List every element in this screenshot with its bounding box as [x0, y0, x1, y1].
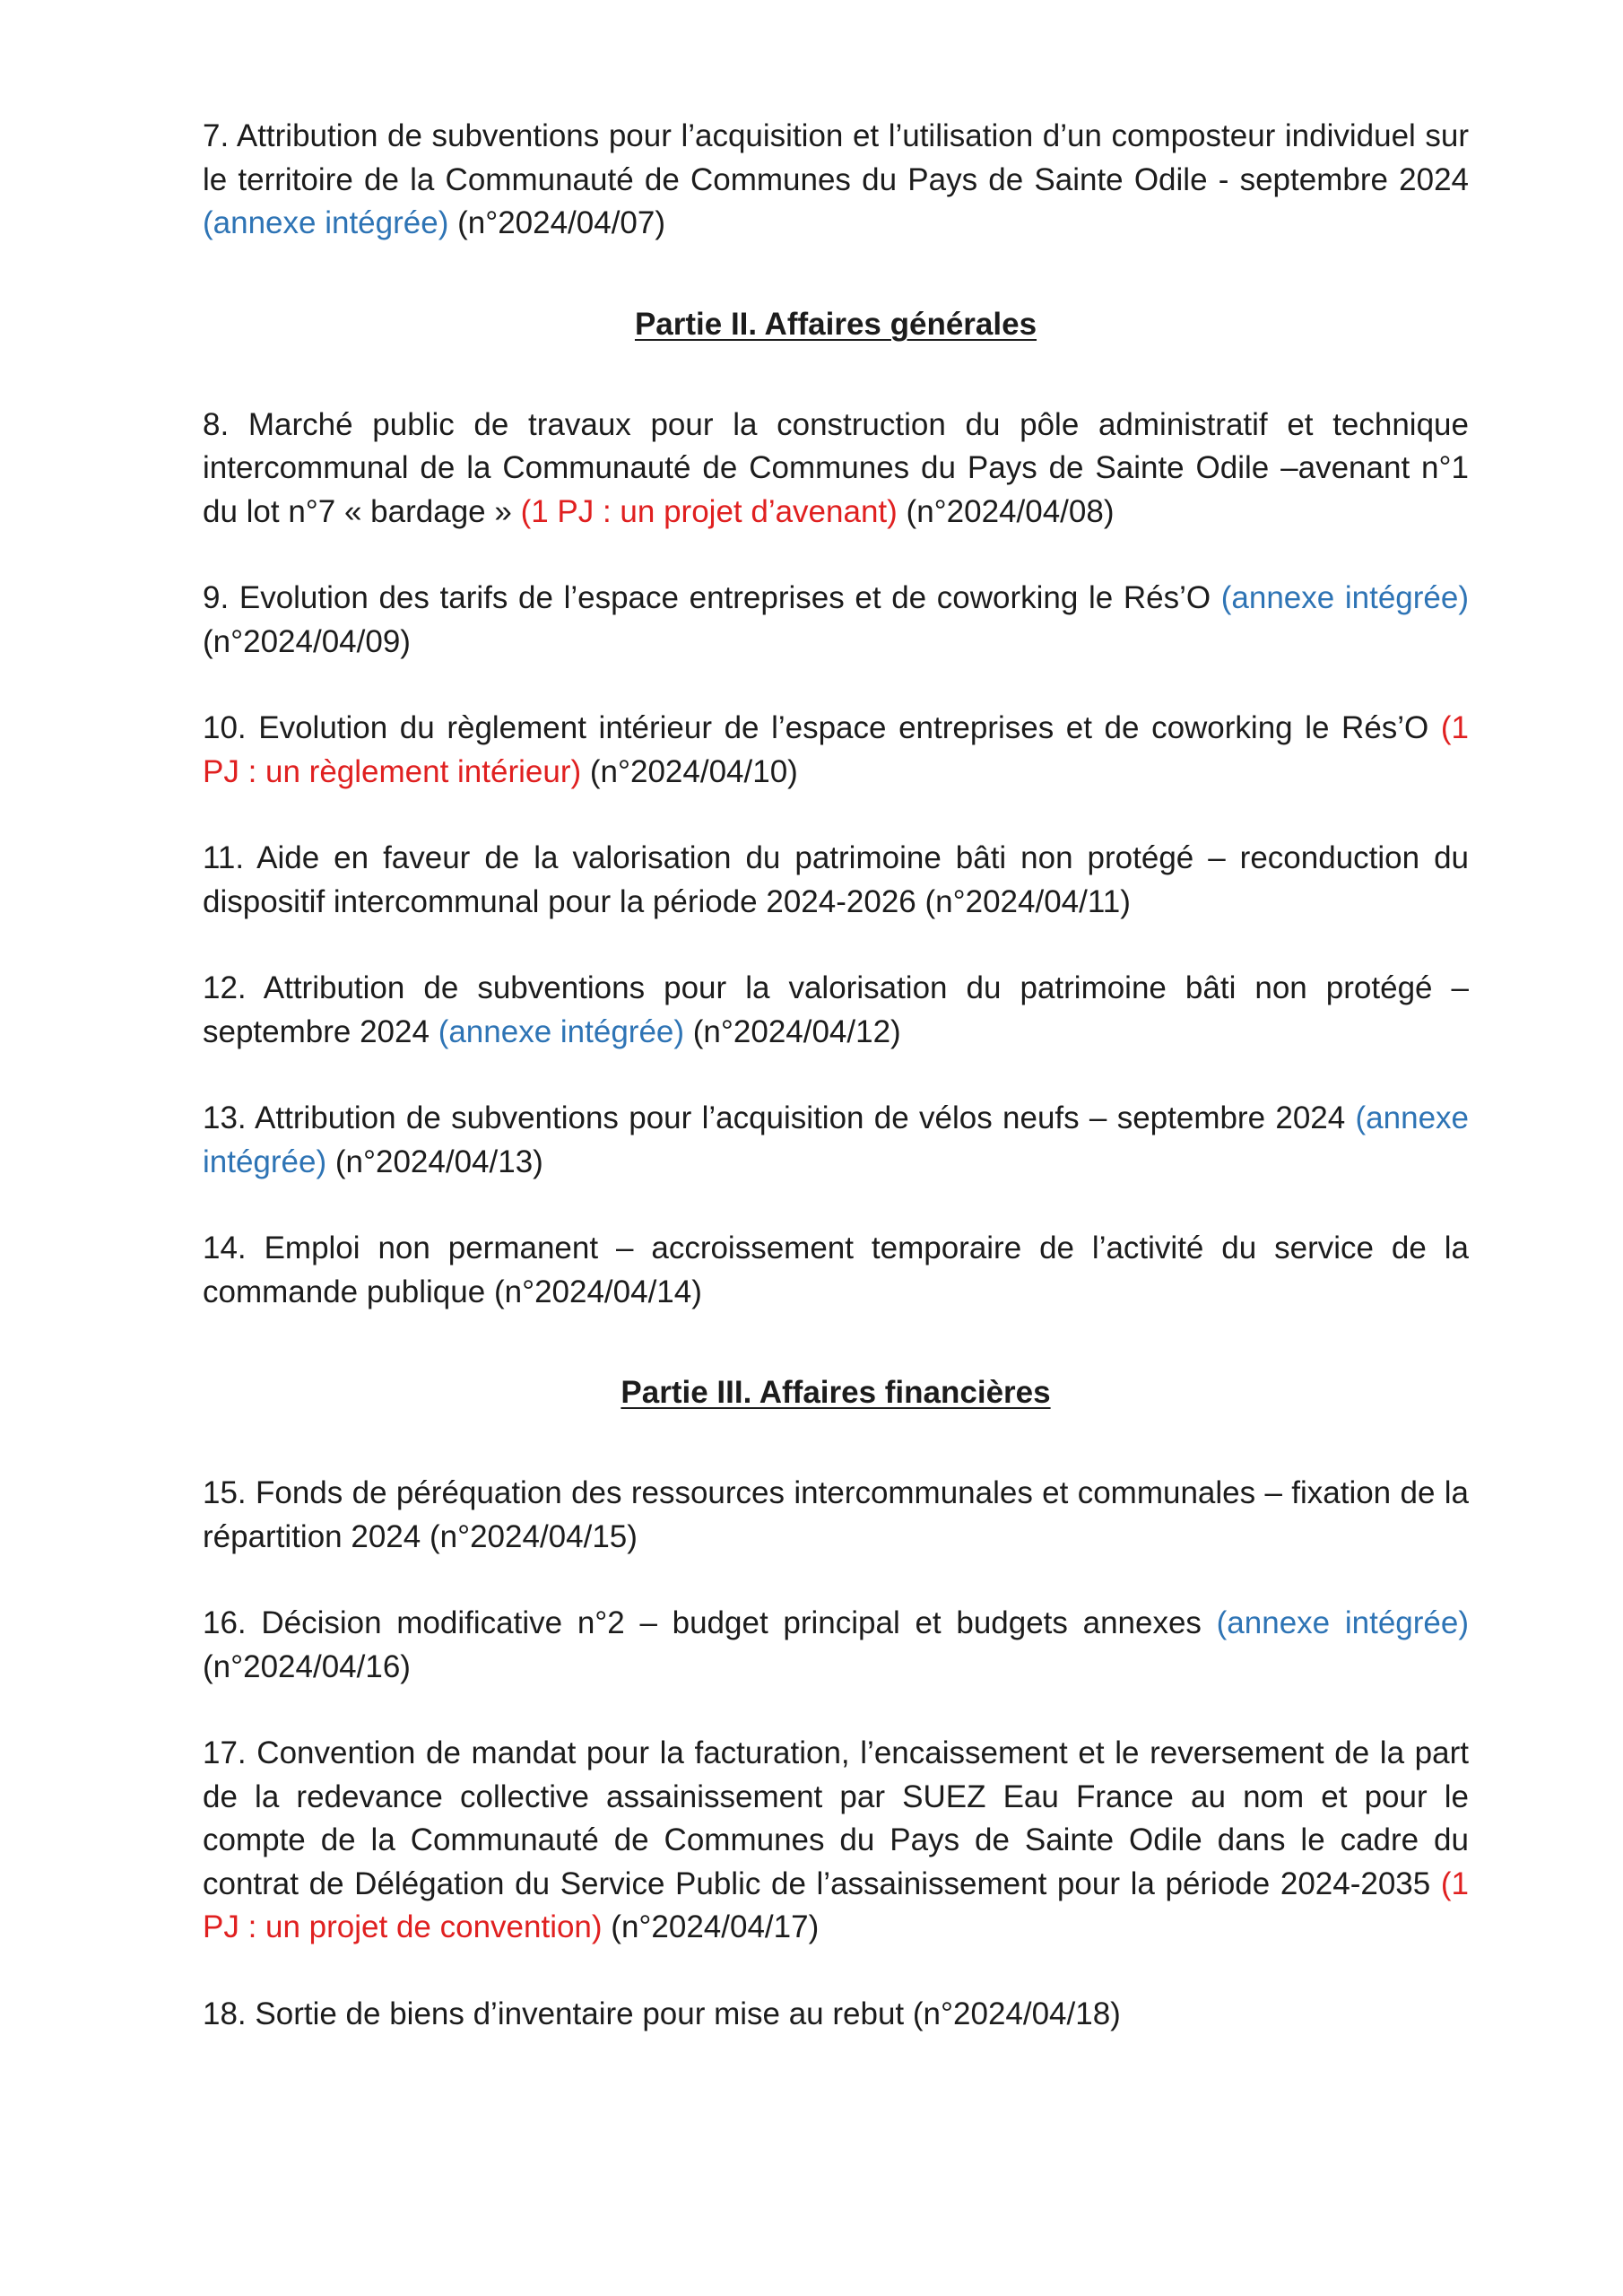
- item-text: Aide en faveur de la valorisation du patrimoine bâti non protégé – reconduction du dispositif intercommunal pour la période 2024-2026: [203, 840, 1470, 919]
- item-text: Sortie de biens d’inventaire pour mise au rebut: [255, 1996, 905, 2031]
- item-text: Marché public de travaux pour la construction du pôle administratif et technique intercommunal de la Communauté de Communes du Pays de Sainte Odile –avenant n°1 du lot n°7 « bardage »: [203, 406, 1469, 529]
- item-number: 13.: [203, 1100, 247, 1135]
- item-reference: (n°2024/04/17): [611, 1909, 820, 1944]
- annex-link[interactable]: (annexe intégrée): [203, 1100, 1469, 1179]
- item-number: 7.: [203, 118, 230, 153]
- agenda-item-12: [203, 967, 1469, 1054]
- agenda-item-8: [203, 404, 1469, 535]
- item-reference: (n°2024/04/07): [457, 205, 666, 240]
- item-number: 8.: [203, 406, 230, 442]
- item-number: 9.: [203, 580, 230, 615]
- item-reference: (n°2024/04/08): [906, 493, 1115, 529]
- item-reference: (n°2024/04/14): [493, 1274, 702, 1309]
- item-number: 10.: [203, 710, 247, 745]
- item-reference: (n°2024/04/11): [924, 883, 1131, 919]
- item-number: 12.: [203, 970, 247, 1005]
- agenda-item-13: [203, 1097, 1469, 1184]
- attachment-note[interactable]: (1 PJ : un règlement intérieur): [203, 710, 1469, 789]
- agenda-item-7: [203, 115, 1469, 246]
- agenda-item-18: [203, 1993, 1469, 2037]
- agenda-content: [203, 115, 1469, 2079]
- item-number: 11.: [203, 840, 245, 875]
- annex-link[interactable]: (annexe intégrée): [438, 1013, 685, 1049]
- annex-link[interactable]: (annexe intégrée): [1216, 1605, 1469, 1640]
- item-text: Evolution du règlement intérieur de l’espace entreprises et de coworking le Rés’O: [258, 710, 1429, 745]
- attachment-note[interactable]: (1 PJ : un projet d’avenant): [520, 493, 898, 529]
- section-heading-part-2: Partie II. Affaires générales: [634, 306, 1037, 342]
- agenda-item-15: [203, 1472, 1469, 1559]
- item-text: Attribution de subventions pour l’acquisition de vélos neufs – septembre 2024: [255, 1100, 1346, 1135]
- agenda-item-9: [203, 577, 1469, 664]
- item-number: 18.: [203, 1996, 247, 2031]
- annex-link[interactable]: (annexe intégrée): [203, 205, 449, 240]
- item-text: Décision modificative n°2 – budget principal et budgets annexes: [261, 1605, 1202, 1640]
- annex-link[interactable]: (annexe intégrée): [1220, 580, 1469, 615]
- item-reference: (n°2024/04/10): [589, 753, 798, 789]
- item-text: Fonds de péréquation des ressources intercommunales et communales – fixation de la répartition 2024: [203, 1475, 1469, 1554]
- item-number: 17.: [203, 1735, 247, 1770]
- item-text: Convention de mandat pour la facturation, l’encaissement et le reversement de la part de la redevance collective assainissement par SUEZ Eau France au nom et pour le compte de la Communauté de Communes du Pays de Sainte Odile dans le cadre du contrat de Délégation du Service Public de l’assainissement pour la période 2024-2035: [203, 1735, 1469, 1901]
- item-reference: (n°2024/04/16): [203, 1648, 411, 1684]
- item-number: 14.: [203, 1231, 247, 1265]
- item-reference: (n°2024/04/18): [912, 1996, 1121, 2031]
- attachment-note[interactable]: (1 PJ : un projet de convention): [203, 1866, 1469, 1944]
- item-number: 15.: [203, 1475, 247, 1510]
- item-text: Attribution de subventions pour l’acquisition et l’utilisation d’un composteur individuel sur le territoire de la Communauté de Communes du Pays de Sainte Odile - septembre 2024: [203, 118, 1469, 197]
- item-reference: (n°2024/04/13): [334, 1144, 543, 1179]
- item-text: Emploi non permanent – accroissement temporaire de l’activité du service de la commande publique: [203, 1231, 1469, 1309]
- agenda-item-11: [203, 837, 1469, 924]
- agenda-item-14: [203, 1227, 1469, 1314]
- item-text: Attribution de subventions pour la valorisation du patrimoine bâti non protégé – septembre 2024: [203, 970, 1469, 1049]
- item-reference: (n°2024/04/09): [203, 623, 411, 659]
- item-reference: (n°2024/04/15): [429, 1518, 638, 1554]
- section-heading-part-3: Partie III. Affaires financières: [621, 1375, 1051, 1410]
- item-number: 16.: [203, 1605, 247, 1640]
- agenda-item-16: [203, 1602, 1469, 1689]
- item-text: Evolution des tarifs de l’espace entreprises et de coworking le Rés’O: [239, 580, 1211, 615]
- agenda-item-17: [203, 1732, 1469, 1950]
- agenda-item-10: [203, 707, 1469, 794]
- item-reference: (n°2024/04/12): [692, 1013, 901, 1049]
